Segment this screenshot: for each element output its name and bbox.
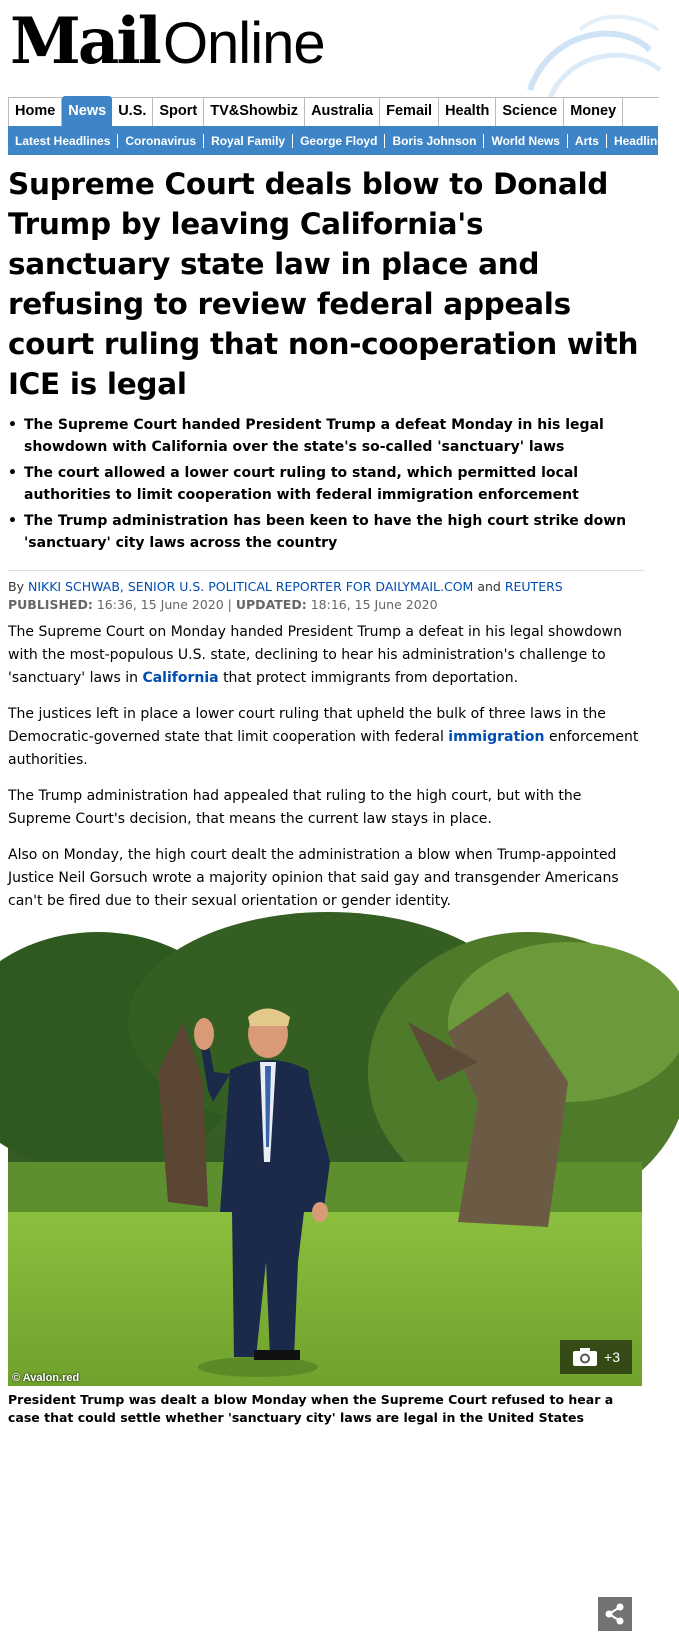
share-button[interactable] <box>598 1597 632 1631</box>
nav-item-us[interactable]: U.S. <box>112 98 153 127</box>
agency-link[interactable]: REUTERS <box>504 579 563 594</box>
published-label: PUBLISHED: <box>8 597 93 612</box>
nav-item-science[interactable]: Science <box>496 98 564 127</box>
gallery-count: +3 <box>604 1349 620 1365</box>
updated-time: 18:16, 15 June 2020 <box>310 597 438 612</box>
summary-bullet: • The Supreme Court handed President Trump a defeat Monday in his legal showdown with California over the state's so-called 'sanctuary' laws <box>8 414 628 458</box>
nav-item-femail[interactable]: Femail <box>380 98 439 127</box>
logo-mail: Mail <box>10 4 159 79</box>
secondary-nav <box>8 126 671 155</box>
subnav-world-news[interactable]: World News <box>484 134 567 148</box>
primary-nav <box>8 97 659 127</box>
subnav-royal-family[interactable]: Royal Family <box>204 134 293 148</box>
author-link[interactable]: NIKKI SCHWAB, SENIOR U.S. POLITICAL REPORTER FOR DAILYMAIL.COM <box>27 579 474 594</box>
subnav-boris-johnson[interactable]: Boris Johnson <box>385 134 484 148</box>
byline-separator: | <box>227 597 232 612</box>
paragraph-text: The Supreme Court on Monday handed President Trump a defeat in his legal showdown with the most-populous U.S. state, declining to hear his administration's challenge to 'sanctuary' laws in <box>8 624 623 686</box>
california-link[interactable]: California <box>142 670 219 686</box>
article-summary-bullets <box>8 414 628 558</box>
paragraph-text: enforcement authorities. <box>8 729 639 768</box>
subnav-arts[interactable]: Arts <box>568 134 607 148</box>
decorative-swirl-icon <box>510 10 660 100</box>
byline-and: and <box>477 579 501 594</box>
byline <box>8 578 648 614</box>
article-paragraph: Also on Monday, the high court dealt the administration a blow when Trump-appointed Justice Neil Gorsuch wrote a majority opinion that said gay and transgender Americans can't be fired due to their sexual orientation or gender identity. <box>8 847 619 909</box>
masthead <box>0 0 650 95</box>
nav-item-money[interactable]: Money <box>564 98 623 127</box>
summary-bullet: • The Trump administration has been keen to have the high court strike down 'sanctuary' city laws across the country <box>8 510 628 554</box>
nav-item-australia[interactable]: Australia <box>305 98 380 127</box>
nav-item-sport[interactable]: Sport <box>153 98 204 127</box>
divider <box>8 570 644 571</box>
photo-caption: President Trump was dealt a blow Monday when the Supreme Court refused to hear a case that could settle whether 'sanctuary city' laws are legal in the United States <box>8 1392 614 1425</box>
nav-item-home[interactable]: Home <box>9 98 62 127</box>
subnav-latest-headlines[interactable]: Latest Headlines <box>8 134 118 148</box>
paragraph-text: The justices left in place a lower court ruling that upheld the bulk of three laws in the Democratic-governed state that limit cooperation with federal <box>8 706 606 745</box>
nav-item-health[interactable]: Health <box>439 98 496 127</box>
immigration-link[interactable]: immigration <box>448 729 545 745</box>
paragraph-text: that protect immigrants from deportation. <box>223 670 519 686</box>
nav-item-tvshowbiz[interactable]: TV&Showbiz <box>204 98 305 127</box>
byline-by: By <box>8 579 24 594</box>
mailonline-logo[interactable] <box>10 2 325 84</box>
article-paragraph <box>8 621 644 690</box>
camera-icon <box>572 1347 598 1367</box>
gallery-button[interactable] <box>560 1340 632 1374</box>
summary-bullet: • The court allowed a lower court ruling to stand, which permitted local authorities to limit cooperation with federal immigration enforcement <box>8 462 628 506</box>
nav-item-news[interactable]: News <box>62 96 112 127</box>
subnav-headlines[interactable]: Headlines <box>607 134 679 148</box>
published-time: 16:36, 15 June 2020 <box>96 597 224 612</box>
article-body <box>8 621 644 926</box>
article-paragraph <box>8 703 644 772</box>
logo-online: Online <box>162 11 325 76</box>
subnav-george-floyd[interactable]: George Floyd <box>293 134 385 148</box>
photo-credit: © Avalon.red <box>12 1372 80 1384</box>
article-headline: Supreme Court deals blow to Donald Trump by leaving California's sanctuary state law in place and refusing to review federal appeals court ruling that non-cooperation with ICE is legal <box>8 167 639 401</box>
share-icon <box>598 1597 632 1631</box>
updated-label: UPDATED: <box>235 597 307 612</box>
article-photo[interactable] <box>8 962 642 1386</box>
photo-illustration <box>8 962 642 1386</box>
subnav-coronavirus[interactable]: Coronavirus <box>118 134 204 148</box>
article-paragraph: The Trump administration had appealed that ruling to the high court, but with the Supreme Court's decision, that means the current law stays in place. <box>8 788 582 827</box>
